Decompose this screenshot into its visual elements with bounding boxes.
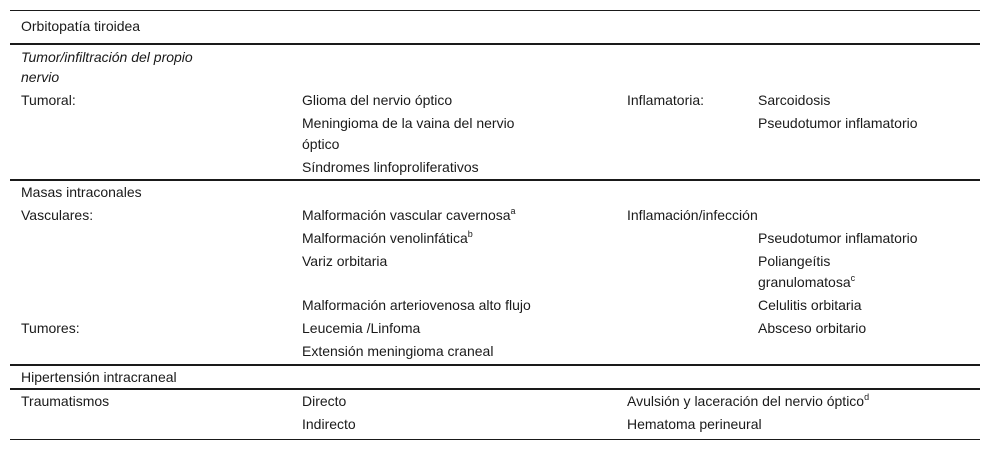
footnote-marker: d (864, 392, 870, 402)
traumatismos-label: Traumatismos (21, 393, 110, 409)
inflamatoria-item: Pseudotumor inflamatorio (758, 115, 918, 131)
inflamacion-item: Celulitis orbitaria (758, 297, 862, 313)
tumoral-item: Meningioma de la vaina del nervio (302, 115, 515, 131)
tumores-label: Tumores: (21, 320, 80, 336)
trauma-item: Directo (302, 393, 347, 409)
inflamatoria-label: Inflamatoria: (627, 92, 705, 108)
tumoral-label: Tumoral: (21, 92, 76, 108)
footnote-marker: c (850, 273, 856, 283)
inflamacion-item: granulomatosa$^c$ (758, 273, 856, 290)
footnote-marker: b (467, 229, 473, 239)
inflamatoria-item: Sarcoidosis (758, 92, 831, 108)
tumoral-item: óptico (302, 136, 340, 152)
vascular-item: Malformación arteriovenosa alto flujo (302, 297, 531, 313)
tumores-item: Leucemia /Linfoma (302, 320, 421, 336)
inflamacion-label: Inflamación/infección (627, 207, 758, 223)
section-hipertension-title: Hipertensión intracraneal (21, 369, 177, 385)
tumores-item: Extensión meningioma craneal (302, 343, 494, 359)
trauma-item: Hematoma perineural (627, 416, 762, 432)
section-divider (10, 43, 980, 45)
tumoral-item: Síndromes linfoproliferativos (302, 159, 479, 175)
section-masas-title: Masas intraconales (21, 184, 142, 200)
bottom-rule (10, 439, 980, 440)
section-orbitopatia-title: Orbitopatía tiroidea (21, 18, 141, 34)
trauma-item: Avulsión y laceración del nervio óptico$^d$ (627, 392, 870, 409)
vascular-item: Malformación vascular cavernosa$^a$ (302, 206, 516, 223)
section-divider (10, 179, 980, 181)
inflamacion-item: Poliangeítis (758, 253, 831, 269)
vascular-item: Variz orbitaria (302, 253, 388, 269)
footnote-marker: a (510, 206, 516, 216)
inflamacion-item: Absceso orbitario (758, 320, 867, 336)
vascular-item: Malformación venolinfática$^b$ (302, 229, 473, 246)
top-rule (10, 10, 980, 11)
section-tumor-title-cont: nervio (21, 69, 60, 85)
inflamacion-item: Pseudotumor inflamatorio (758, 230, 918, 246)
vasculares-label: Vasculares: (21, 207, 94, 223)
section-tumor-title: Tumor/infiltración del propio (21, 49, 193, 65)
tumoral-item: Glioma del nervio óptico (302, 92, 453, 108)
trauma-item: Indirecto (302, 416, 356, 432)
